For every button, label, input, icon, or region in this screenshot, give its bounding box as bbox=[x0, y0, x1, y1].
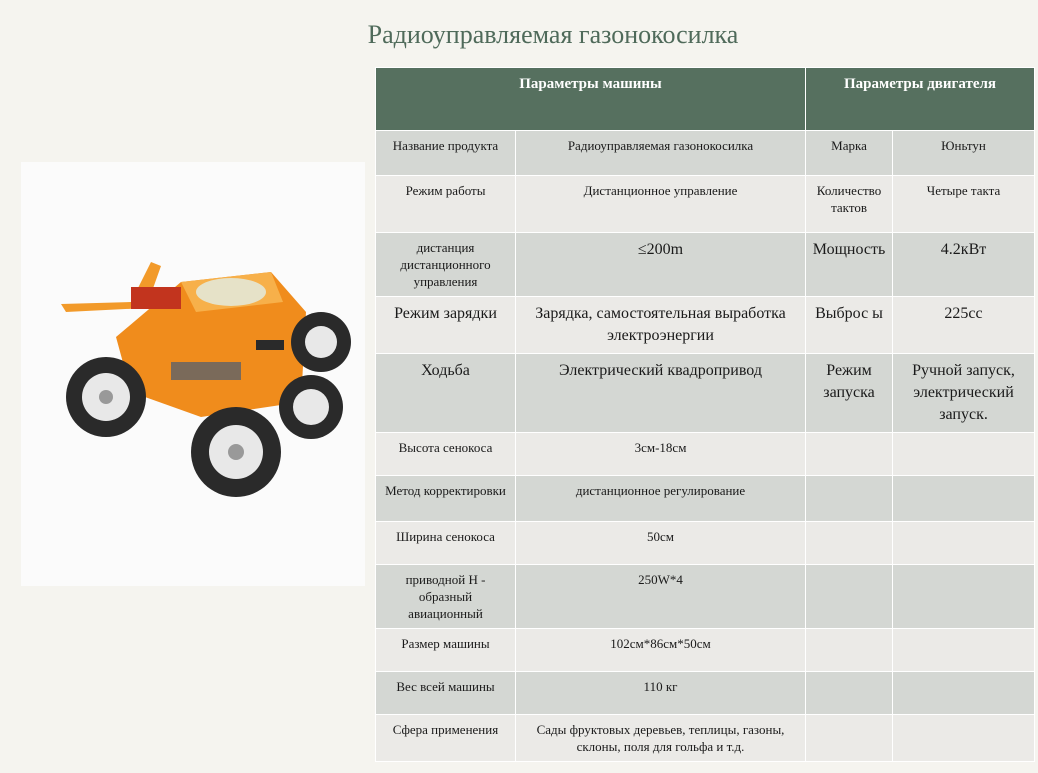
engine-value bbox=[893, 565, 1035, 629]
row-label: Размер машины bbox=[376, 629, 516, 672]
engine-label: Режим запуска bbox=[806, 354, 893, 433]
row-value: 50см bbox=[516, 522, 806, 565]
engine-label: Мощность bbox=[806, 233, 893, 297]
row-value: 110 кг bbox=[516, 672, 806, 715]
row-label: дистанция дистанционного управления bbox=[376, 233, 516, 297]
engine-label bbox=[806, 433, 893, 476]
engine-value bbox=[893, 715, 1035, 762]
engine-value: Юньтун bbox=[893, 131, 1035, 176]
row-value: 102см*86см*50см bbox=[516, 629, 806, 672]
row-value: Радиоуправляемая газонокосилка bbox=[516, 131, 806, 176]
engine-label bbox=[806, 565, 893, 629]
product-image bbox=[21, 162, 365, 586]
engine-label bbox=[806, 476, 893, 522]
engine-label bbox=[806, 672, 893, 715]
row-label: Метод корректировки bbox=[376, 476, 516, 522]
engine-value bbox=[893, 476, 1035, 522]
row-value: 3см-18см bbox=[516, 433, 806, 476]
header-machine-params: Параметры машины bbox=[376, 68, 806, 131]
lawn-mower-illustration bbox=[21, 162, 365, 586]
row-label: Сфера применения bbox=[376, 715, 516, 762]
engine-value bbox=[893, 672, 1035, 715]
row-value: 250W*4 bbox=[516, 565, 806, 629]
engine-value: 4.2кВт bbox=[893, 233, 1035, 297]
spec-table bbox=[375, 67, 1035, 762]
engine-label bbox=[806, 629, 893, 672]
row-label: Режим работы bbox=[376, 176, 516, 233]
engine-label: Количество тактов bbox=[806, 176, 893, 233]
engine-label: Выброс ы bbox=[806, 297, 893, 354]
engine-value: Четыре такта bbox=[893, 176, 1035, 233]
engine-value: 225cc bbox=[893, 297, 1035, 354]
row-value: ≤200m bbox=[516, 233, 806, 297]
row-label: Режим зарядки bbox=[376, 297, 516, 354]
engine-value: Ручной запуск, электрический запуск. bbox=[893, 354, 1035, 433]
row-value: Сады фруктовых деревьев, теплицы, газоны, склоны, поля для гольфа и т.д. bbox=[516, 715, 806, 762]
engine-value bbox=[893, 433, 1035, 476]
row-label: приводной H - образный авиационный bbox=[376, 565, 516, 629]
header-engine-params: Параметры двигателя bbox=[806, 68, 1035, 131]
row-label: Название продукта bbox=[376, 131, 516, 176]
row-value: Дистанционное управление bbox=[516, 176, 806, 233]
engine-label bbox=[806, 715, 893, 762]
row-value: Электрический квадропривод bbox=[516, 354, 806, 433]
row-label: Высота сенокоса bbox=[376, 433, 516, 476]
page-title: Радиоуправляемая газонокосилка bbox=[367, 20, 739, 49]
engine-label bbox=[806, 522, 893, 565]
row-value: дистанционное регулирование bbox=[516, 476, 806, 522]
row-label: Ширина сенокоса bbox=[376, 522, 516, 565]
row-value: Зарядка, самостоятельная выработка электроэнергии bbox=[516, 297, 806, 354]
engine-value bbox=[893, 629, 1035, 672]
engine-label: Марка bbox=[806, 131, 893, 176]
engine-value bbox=[893, 522, 1035, 565]
row-label: Вес всей машины bbox=[376, 672, 516, 715]
row-label: Ходьба bbox=[376, 354, 516, 433]
